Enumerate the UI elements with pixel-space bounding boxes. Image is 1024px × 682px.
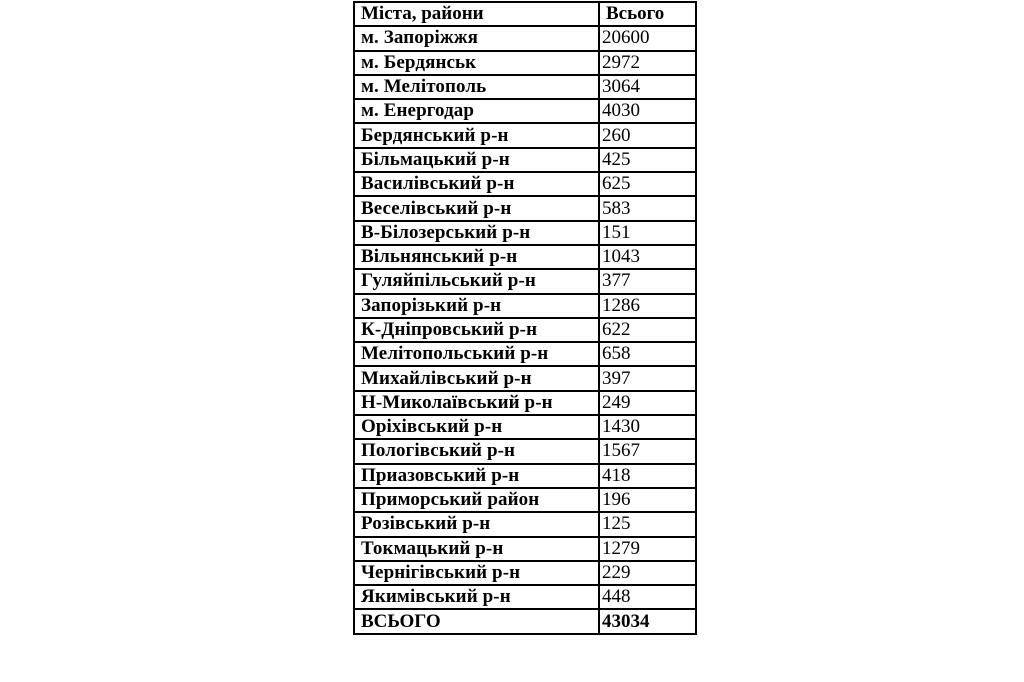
table-row: [354, 488, 696, 512]
row-city-name: Якимівський р-н: [354, 585, 599, 609]
table-row: [354, 561, 696, 585]
row-value: 425: [599, 148, 696, 172]
table-row: [354, 439, 696, 463]
total-label: ВСЬОГО: [354, 609, 599, 633]
row-city-name: Токмацький р-н: [354, 537, 599, 561]
table-row: [354, 318, 696, 342]
row-city-name: Оріхівський р-н: [354, 415, 599, 439]
header-cities: Міста, райони: [354, 2, 599, 26]
row-value: 3064: [599, 75, 696, 99]
row-value: 658: [599, 342, 696, 366]
table-row: [354, 342, 696, 366]
row-city-name: Розівський р-н: [354, 512, 599, 536]
header-total: Всього: [599, 2, 696, 26]
table-header-row: [354, 2, 696, 26]
row-value: 1043: [599, 245, 696, 269]
table-row: [354, 391, 696, 415]
table-row: [354, 585, 696, 609]
table-row: [354, 512, 696, 536]
row-city-name: Більмацький р-н: [354, 148, 599, 172]
table-body: [354, 26, 696, 609]
row-city-name: Приазовський р-н: [354, 464, 599, 488]
table-row: [354, 221, 696, 245]
row-value: 397: [599, 366, 696, 390]
row-value: 1430: [599, 415, 696, 439]
row-value: 1286: [599, 294, 696, 318]
row-value: 196: [599, 488, 696, 512]
table-row: [354, 415, 696, 439]
total-value: 43034: [599, 609, 696, 633]
row-city-name: Мелітопольський р-н: [354, 342, 599, 366]
table-row: [354, 26, 696, 50]
row-value: 151: [599, 221, 696, 245]
row-city-name: Приморський район: [354, 488, 599, 512]
table-row: [354, 537, 696, 561]
row-value: 1279: [599, 537, 696, 561]
row-value: 2972: [599, 51, 696, 75]
row-city-name: Василівський р-н: [354, 172, 599, 196]
table-row: [354, 245, 696, 269]
row-value: 260: [599, 123, 696, 147]
table-row: [354, 99, 696, 123]
row-value: 125: [599, 512, 696, 536]
row-city-name: Бердянський р-н: [354, 123, 599, 147]
row-city-name: м. Запоріжжя: [354, 26, 599, 50]
row-city-name: м. Мелітополь: [354, 75, 599, 99]
table-row: [354, 294, 696, 318]
row-city-name: м. Бердянськ: [354, 51, 599, 75]
row-value: 1567: [599, 439, 696, 463]
table-total-row: [354, 609, 696, 633]
table-row: [354, 366, 696, 390]
row-city-name: Запорізький р-н: [354, 294, 599, 318]
table-row: [354, 269, 696, 293]
row-value: 229: [599, 561, 696, 585]
row-city-name: Гуляйпільський р-н: [354, 269, 599, 293]
row-value: 583: [599, 196, 696, 220]
table-row: [354, 123, 696, 147]
table-row: [354, 148, 696, 172]
table-row: [354, 51, 696, 75]
row-value: 4030: [599, 99, 696, 123]
table-row: [354, 75, 696, 99]
table-row: [354, 196, 696, 220]
row-city-name: К-Дніпровський р-н: [354, 318, 599, 342]
row-city-name: Вільнянський р-н: [354, 245, 599, 269]
row-value: 448: [599, 585, 696, 609]
row-value: 622: [599, 318, 696, 342]
row-city-name: м. Енергодар: [354, 99, 599, 123]
row-value: 625: [599, 172, 696, 196]
row-city-name: Пологівський р-н: [354, 439, 599, 463]
table-row: [354, 172, 696, 196]
statistics-table: [353, 1, 697, 635]
row-city-name: Михайлівський р-н: [354, 366, 599, 390]
row-value: 20600: [599, 26, 696, 50]
table-row: [354, 464, 696, 488]
row-city-name: Н-Миколаївський р-н: [354, 391, 599, 415]
row-city-name: В-Білозерський р-н: [354, 221, 599, 245]
row-value: 377: [599, 269, 696, 293]
row-value: 418: [599, 464, 696, 488]
row-value: 249: [599, 391, 696, 415]
statistics-table-container: [353, 1, 695, 635]
row-city-name: Чернігівський р-н: [354, 561, 599, 585]
row-city-name: Веселівський р-н: [354, 196, 599, 220]
